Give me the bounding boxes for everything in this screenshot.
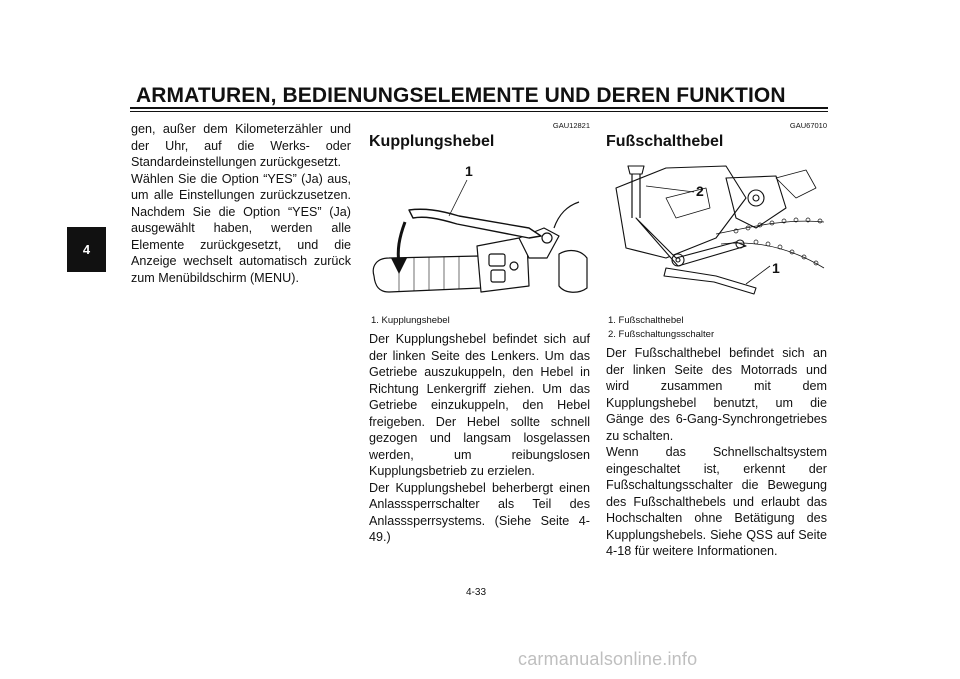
figure-caption-list bbox=[369, 314, 590, 328]
shift-pedal-section bbox=[606, 121, 827, 560]
page-header-title: ARMATUREN, BEDIENUNGSELEMENTE UND DEREN FUNKTION bbox=[136, 84, 786, 107]
clutch-lever-illustration bbox=[369, 158, 590, 308]
section-code: GAU67010 bbox=[789, 121, 827, 130]
section-code: GAU12821 bbox=[552, 121, 590, 130]
figure-callout-1: 1 bbox=[772, 260, 780, 276]
section-heading: Fußschalthebel bbox=[606, 133, 724, 150]
shift-pedal-illustration bbox=[606, 158, 827, 308]
figure-caption-list bbox=[606, 314, 827, 342]
text-column-1 bbox=[131, 121, 351, 286]
header-rule-thick bbox=[130, 107, 828, 109]
clutch-lever-section bbox=[369, 121, 590, 546]
paragraph: Der Fußschalthebel befindet sich an der linken Seite des Motorrads und wird zusammen mit dem Kupplungshebel benutzt, um die Gänge des 6-Gang-Synchrongetriebes zu schalten. bbox=[606, 346, 827, 443]
figure-callout-2: 2 bbox=[696, 183, 704, 199]
chapter-tab[interactable]: 4 bbox=[67, 227, 106, 272]
section-heading: Kupplungshebel bbox=[369, 133, 495, 150]
figure-callout-1: 1 bbox=[465, 163, 473, 179]
figure-caption: 1. Fußschalthebel bbox=[608, 315, 684, 326]
figure-caption: 1. Kupplungshebel bbox=[371, 315, 450, 326]
paragraph: gen, außer dem Kilometerzähler und der Uhr, auf die Werks- oder Standardeinstellungen zurückgesetzt. bbox=[131, 122, 351, 169]
paragraph: Der Kupplungshebel befindet sich auf der linken Seite des Lenkers. Um das Getriebe auszukuppeln, den Hebel in Richtung Lenkergriff ziehen. Um das Getriebe einzukuppeln, den Hebel freigeben. Der Hebel sollte schnell gezogen und langsam losgelassen werden, um reibungslosen Kupplungsbetrieb zu erzielen. bbox=[369, 332, 590, 478]
paragraph: Wählen Sie die Option “YES” (Ja) aus, um alle Einstellungen zurückzusetzen. Nachdem Sie die Option “YES” (Ja) ausgewählt haben, werden alle Elemente zurückgesetzt, und die Anzeige wechselt automatisch zurück zum Menübildschirm (MENU). bbox=[131, 171, 351, 285]
figure-caption: 2. Fußschaltungsschalter bbox=[608, 329, 715, 340]
page-number: 4-33 bbox=[466, 587, 487, 598]
paragraph: Der Kupplungshebel beherbergt einen Anlasssperrschalter als Teil des Anlasssperrsystems. (Siehe Seite 4-49.) bbox=[369, 480, 590, 544]
watermark: carmanualsonline.info bbox=[518, 649, 698, 669]
paragraph: Wenn das Schnellschaltsystem eingeschaltet ist, erkennt der Fußschaltungsschalter die Bewegung des Fußschalthebels und erlaubt das Hochschalten ohne Betätigung des Kupplungshebels. Siehe QSS auf Seite 4-18 für weitere Informationen. bbox=[606, 445, 827, 558]
shift-pedal-figure bbox=[606, 158, 827, 308]
clutch-lever-figure bbox=[369, 158, 590, 308]
header-rule-thin bbox=[130, 111, 828, 112]
